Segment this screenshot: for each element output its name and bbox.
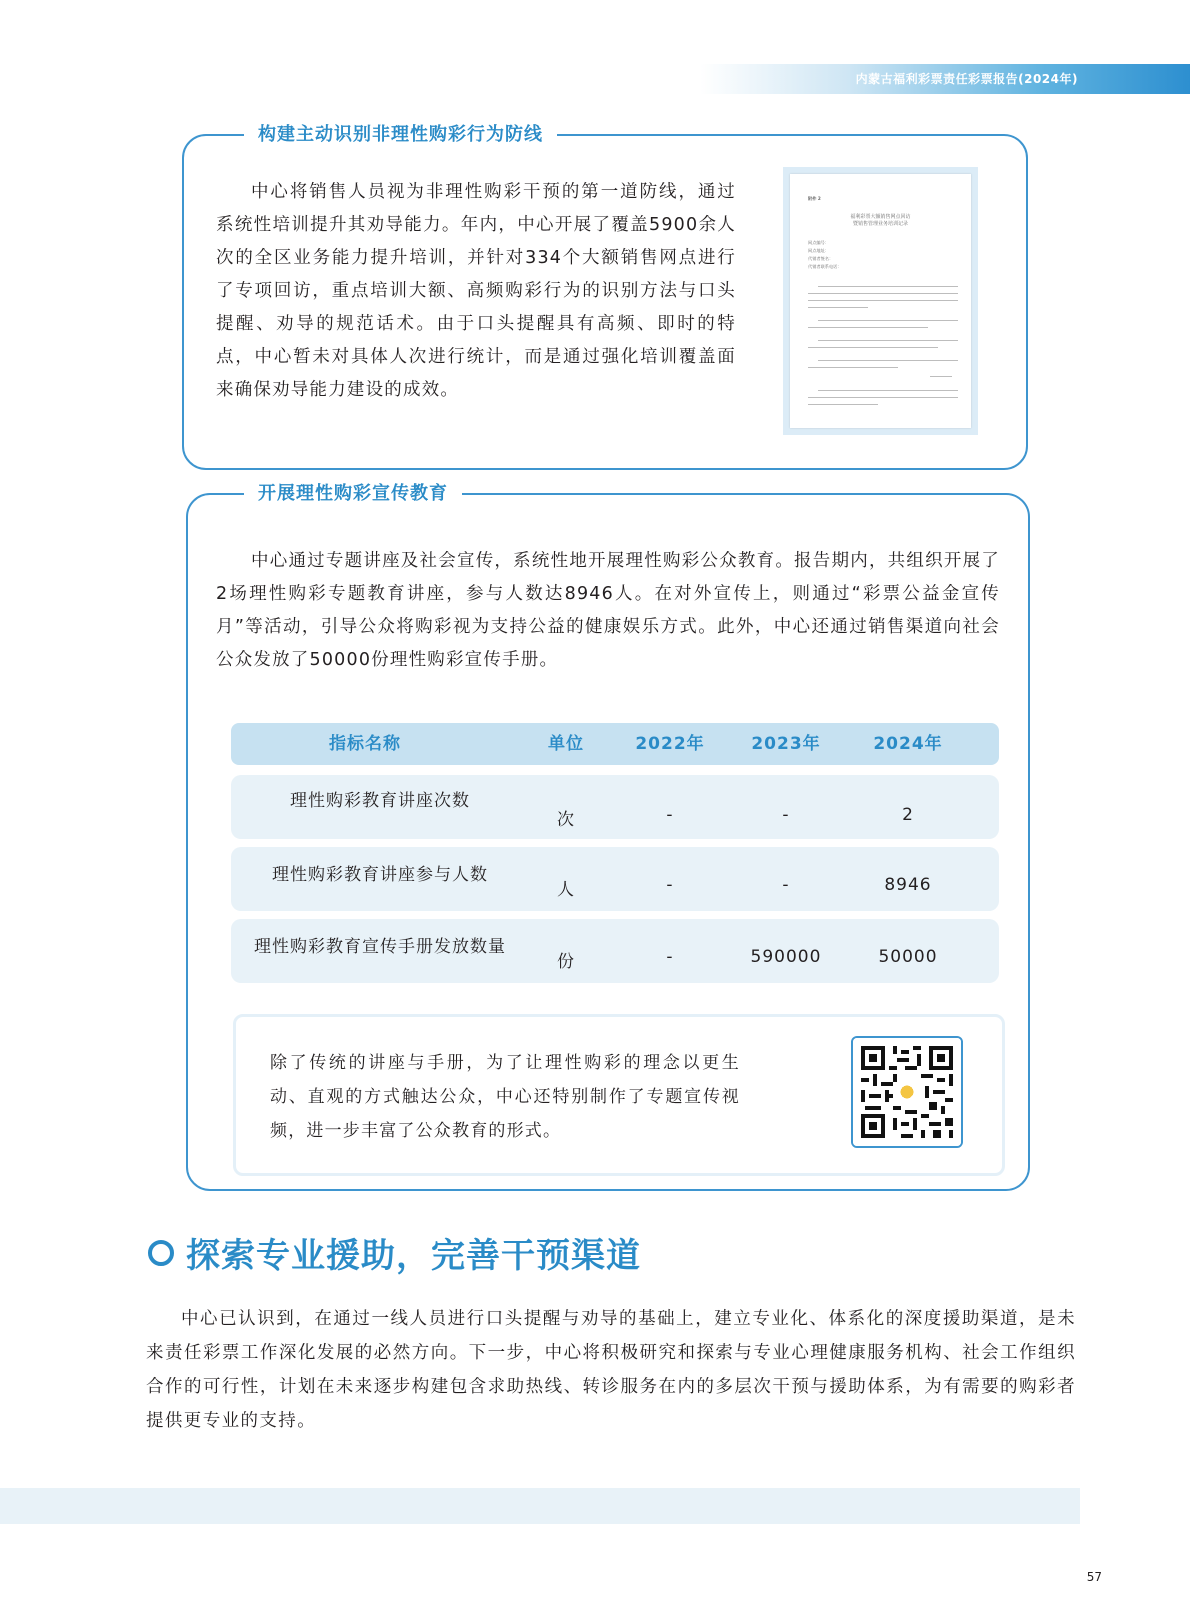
col-header-2024: 2024年 — [873, 734, 943, 754]
doc-text-line — [808, 307, 868, 308]
doc-title-line2: 暨销售管理业务培训记录 — [852, 221, 908, 227]
cell-unit: 份 — [557, 952, 575, 972]
doc-text-line — [808, 397, 958, 398]
section-title: 探索专业援助，完善干预渠道 — [186, 1236, 641, 1276]
doc-text-line — [808, 293, 958, 294]
doc-text-line — [808, 300, 958, 301]
doc-text-line — [818, 320, 958, 321]
doc-title-line1: 福利彩票大额销售网点回访 — [850, 214, 911, 220]
cell-2024: 50000 — [878, 947, 938, 967]
cell-2024: 8946 — [884, 875, 932, 895]
cell-indicator: 理性购彩教育讲座次数 — [290, 791, 470, 811]
cell-indicator: 理性购彩教育宣传手册发放数量 — [254, 937, 506, 957]
circle-bullet-icon — [148, 1240, 174, 1266]
section-paragraph: 中心已认识到，在通过一线人员进行口头提醒与劝导的基础上，建立专业化、体系化的深度援助渠道，是未来责任彩票工作深化发展的必然方向。下一步，中心将积极研究和探索与专业心理健康服务机构、社会工作组织合作的可行性，计划在未来逐步构建包含求助热线、转诊服务在内的多层次干预与援助体系，为有需要的购彩者提供更专业的支持。 — [146, 1309, 1076, 1431]
col-header-indicator: 指标名称 — [329, 734, 401, 754]
doc-text-line — [808, 367, 898, 368]
qr-code-icon[interactable] — [851, 1036, 963, 1148]
table-row — [231, 775, 999, 839]
cell-unit: 次 — [557, 810, 575, 830]
cell-2022: - — [666, 875, 674, 895]
identify-paragraph: 中心将销售人员视为非理性购彩干预的第一道防线，通过系统性培训提升其劝导能力。年内，中心开展了覆盖5900余人次的全区业务能力提升培训，并针对334个大额销售网点进行了专项回访，重点培训大额、高频购彩行为的识别方法与口头提醒、劝导的规范话术。由于口头提醒具有高频、即时的特点，中心暂未对具体人次进行统计，而是通过强化培训覆盖面来确保劝导能力建设的成效。 — [216, 182, 736, 400]
training-record-page — [790, 174, 971, 428]
table-row — [231, 847, 999, 911]
table-row — [231, 919, 999, 983]
doc-text-line — [818, 360, 958, 361]
doc-text-line — [818, 286, 958, 287]
page-number: 57 — [1086, 1570, 1102, 1584]
doc-text-line — [818, 390, 958, 391]
doc-text-line — [808, 347, 938, 348]
education-section-title: 开展理性购彩宣传教育 — [244, 482, 462, 506]
doc-field-2: 网点地址： — [808, 248, 829, 253]
education-paragraph: 中心通过专题讲座及社会宣传，系统性地开展理性购彩公众教育。报告期内，共组织开展了2场理性购彩专题教育讲座，参与人数达8946人。在对外宣传上，则通过“彩票公益金宣传月”等活动，引导公众将购彩视为支持公益的健康娱乐方式。此外，中心还通过销售渠道向社会公众发放了50000份理性购彩宣传手册。 — [216, 551, 1000, 670]
cell-2022: - — [666, 947, 674, 967]
bottom-band — [0, 1488, 1080, 1524]
doc-text-line — [818, 340, 958, 341]
doc-field-3: 代销者签名： — [808, 256, 834, 261]
video-note-text: 除了传统的讲座与手册，为了让理性购彩的理念以更生动、直观的方式触达公众，中心还特别制作了专题宣传视频，进一步丰富了公众教育的形式。 — [270, 1053, 740, 1141]
col-header-2023: 2023年 — [751, 734, 821, 754]
cell-2023: 590000 — [750, 947, 822, 967]
cell-unit: 人 — [557, 880, 575, 900]
cell-2023: - — [782, 805, 790, 825]
section-heading — [148, 1228, 641, 1277]
doc-text-line — [808, 327, 928, 328]
cell-2022: - — [666, 805, 674, 825]
identify-section-title: 构建主动识别非理性购彩行为防线 — [244, 123, 557, 147]
col-header-unit: 单位 — [548, 734, 584, 754]
doc-field-4: 代销者联系电话： — [808, 264, 842, 269]
doc-text-line — [808, 404, 878, 405]
doc-text-line — [930, 376, 952, 377]
cell-indicator: 理性购彩教育讲座参与人数 — [272, 865, 488, 885]
doc-annex-label: 附件 2 — [808, 196, 821, 201]
cell-2024: 2 — [902, 805, 914, 825]
training-record-thumbnail — [783, 167, 978, 435]
cell-2023: - — [782, 875, 790, 895]
table-header-row — [231, 723, 999, 765]
report-title: 内蒙古福利彩票责任彩票报告(2024年) — [855, 72, 1078, 86]
doc-field-1: 网点编号： — [808, 240, 829, 245]
header-banner — [700, 64, 1190, 94]
col-header-2022: 2022年 — [635, 734, 705, 754]
